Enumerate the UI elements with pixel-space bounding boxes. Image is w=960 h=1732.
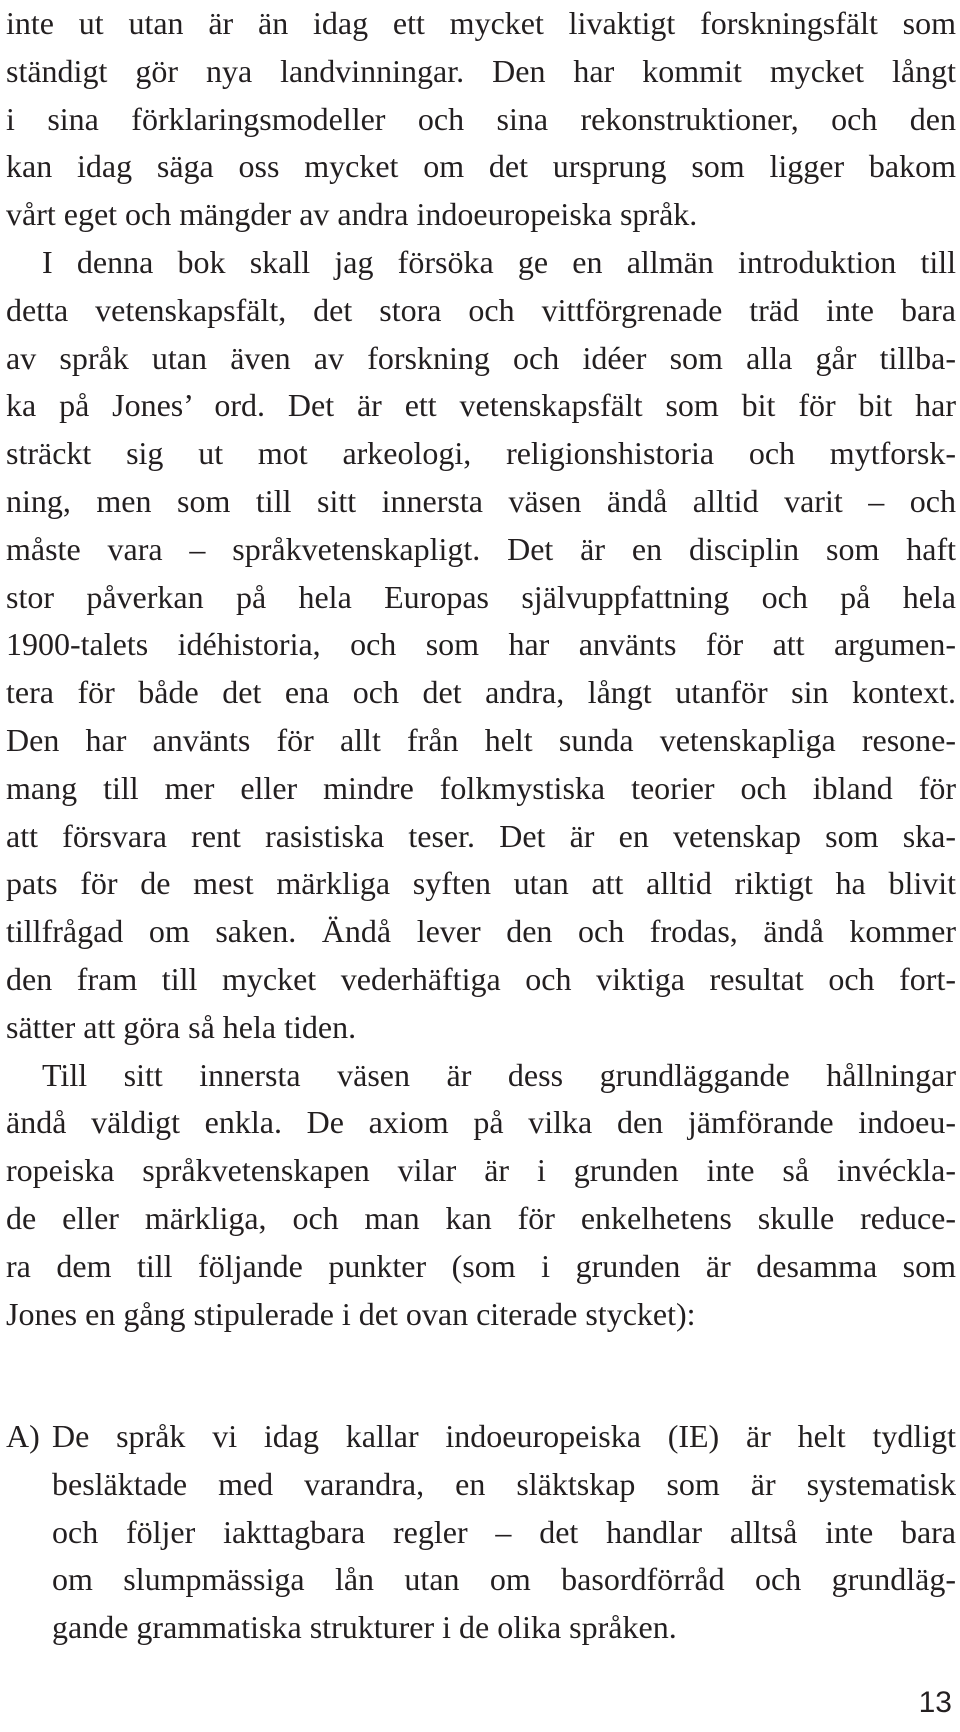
list-line: De språk vi idag kallar indoeuropeiska (IE) är helt tydligt — [52, 1418, 956, 1454]
text-line: Den har använts för allt från helt sunda vetenskapliga resone- — [6, 721, 956, 758]
text-line: de eller märkliga, och man kan för enkelhetens skulle reduce- — [6, 1199, 956, 1236]
body-text — [6, 0, 956, 1338]
text-line: ständigt gör nya landvinningar. Den har kommit mycket långt — [6, 52, 956, 89]
text-line: att försvara rent rasistiska teser. Det är en vetenskap som ska- — [6, 817, 956, 854]
text-line: sträckt sig ut mot arkeologi, religionshistoria och mytforsk- — [6, 435, 956, 472]
text-line: kan idag säga oss mycket om det ursprung som ligger bakom — [6, 148, 956, 185]
page-number: 13 — [918, 1686, 952, 1719]
text-line: inte ut utan är än idag ett mycket livaktigt forskningsfält som — [6, 5, 956, 41]
text-line: detta vetenskapsfält, det stora och vittförgrenade träd inte bara — [6, 291, 956, 328]
text-line: ning, men som till sitt innersta väsen ändå alltid varit – och — [6, 482, 956, 519]
list-line: och följer iakttagbara regler – det handlar alltså inte bara — [52, 1513, 956, 1550]
text-line: vårt eget och mängder av andra indoeuropeiska språk. — [6, 196, 698, 233]
axiom-list — [6, 1413, 956, 1652]
paragraph-start-line: I denna bok skall jag försöka ge en allmän introduktion till — [42, 243, 956, 280]
text-line: måste vara – språkvetenskapligt. Det är en disciplin som haft — [6, 530, 956, 567]
list-line: gande grammatiska strukturer i de olika språken. — [52, 1609, 677, 1646]
text-line: 1900-talets idéhistoria, och som har använts för att argumen- — [6, 626, 956, 663]
text-line: den fram till mycket vederhäftiga och viktiga resultat och fort- — [6, 960, 956, 997]
list-item-text — [52, 1413, 956, 1652]
list-line: om slumpmässiga lån utan om basordförråd och grundläg- — [52, 1561, 956, 1598]
text-line: tera för både det ena och det andra, långt utanför sin kontext. — [6, 674, 956, 711]
text-line: sätter att göra så hela tiden. — [6, 1008, 357, 1045]
paragraph-start-line: Till sitt innersta väsen är dess grundläggande hållningar — [42, 1056, 956, 1093]
text-line: tillfrågad om saken. Ändå lever den och frodas, ändå kommer — [6, 913, 956, 950]
text-line: ra dem till följande punkter (som i grunden är desamma som — [6, 1247, 956, 1284]
text-line: ändå väldigt enkla. De axiom på vilka den jämförande indoeu- — [6, 1104, 956, 1141]
text-line: Jones en gång stipulerade i det ovan citerade stycket): — [6, 1295, 696, 1332]
text-line: i sina förklaringsmodeller och sina rekonstruktioner, och den — [6, 100, 956, 137]
text-line: ropeiska språkvetenskapen vilar är i grunden inte så invéckla- — [6, 1152, 956, 1189]
text-line: ka på Jones’ ord. Det är ett vetenskapsfält som bit för bit har — [6, 387, 956, 424]
list-line: besläktade med varandra, en släktskap som är systematisk — [52, 1465, 956, 1502]
text-line: av språk utan även av forskning och idéer som alla går tillba- — [6, 339, 956, 376]
text-line: stor påverkan på hela Europas självuppfattning och på hela — [6, 578, 956, 615]
text-line: mang till mer eller mindre folkmystiska teorier och ibland för — [6, 769, 956, 806]
text-line: pats för de mest märkliga syften utan att alltid riktigt ha blivit — [6, 865, 956, 902]
list-item — [6, 1413, 956, 1652]
list-marker: A) — [6, 1418, 40, 1454]
